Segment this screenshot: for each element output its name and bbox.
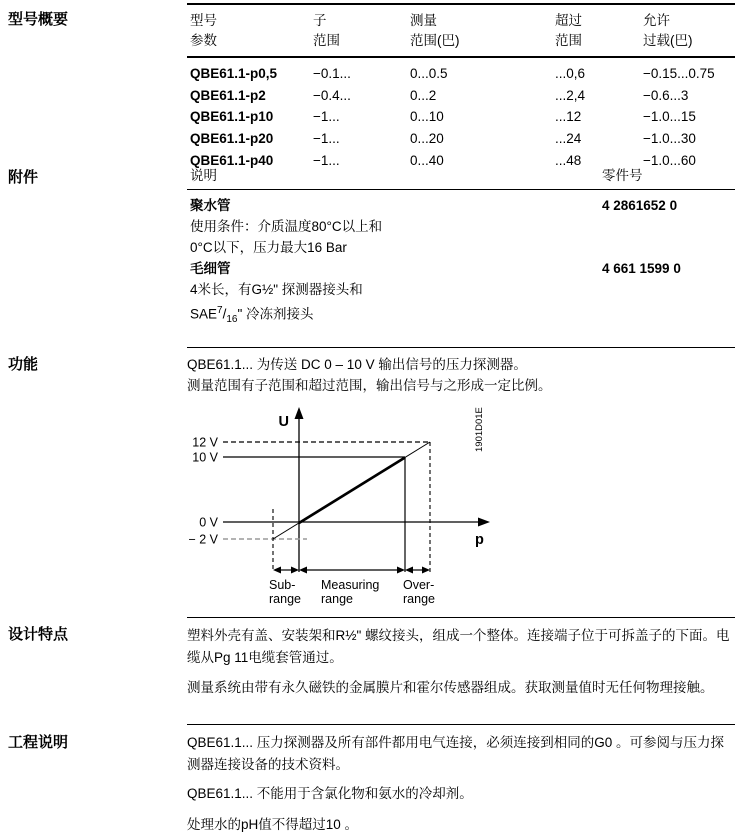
accessories-section	[187, 163, 735, 330]
over-range-label: range	[403, 592, 435, 606]
design-features-section	[187, 617, 735, 699]
table-row: QBE61.1-p10 −1... 0...10 ...12 −1.0...15	[190, 106, 735, 128]
model-overview-table	[187, 3, 735, 172]
accessory-desc-line: 4米长，有G½" 探测器接头和	[190, 279, 735, 300]
table-row: QBE61.1-p2 −0.4... 0...2 ...2,4 −0.6...3	[190, 85, 735, 107]
col-header-overload: 允许 过载(巴)	[643, 11, 738, 51]
section-label-design-features: 设计特点	[8, 623, 68, 644]
accessory-desc-line: $SAE^7/_{16}$" 冷冻剂接头	[190, 300, 735, 330]
section-label-engineering: 工程说明	[8, 731, 68, 752]
col-header-model: 型号 参数	[190, 11, 313, 51]
function-section	[187, 347, 735, 613]
signal-line-measuring	[299, 458, 405, 524]
function-text-line: QBE61.1... 为传送 DC 0 – 10 V 输出信号的压力探测器。	[187, 354, 735, 375]
tick-12v: 12 V	[192, 436, 218, 450]
table-row: QBE61.1-p0,5 −0.1... 0...0.5 ...0,6 −0.15...0.75	[190, 63, 735, 85]
signal-pressure-diagram	[185, 405, 505, 613]
engineering-paragraph: 处理水的pH值不得超过10 。	[187, 814, 735, 835]
arrow-right-icon	[422, 567, 430, 574]
table-row: QBE61.1-p20 −1... 0...20 ...24 −1.0...30	[190, 128, 735, 150]
engineering-paragraph: QBE61.1... 压力探测器及所有部件都用电气连接，必须连接到相同的G0 。可参阅与压力探测器连接设备的技术资料。	[187, 732, 735, 775]
tick-10v: 10 V	[192, 451, 218, 465]
accessory-desc-line: 0°C以下，压力最大16 Bar	[190, 237, 735, 258]
design-paragraph: 测量系统由带有永久磁铁的金属膜片和霍尔传感器组成。获取测量值时无任何物理接触。	[187, 677, 735, 699]
function-text-line: 测量范围有子范围和超过范围，输出信号与之形成一定比例。	[187, 375, 735, 396]
accessories-list	[187, 190, 735, 330]
engineering-paragraph: QBE61.1... 不能用于含氯化物和氨水的冷却剂。	[187, 783, 735, 805]
tick-0v: 0 V	[199, 516, 218, 530]
col-header-over-range: 超过 范围	[555, 11, 643, 51]
accessory-item	[190, 258, 735, 330]
table-row: QBE61.1-p40 −1... 0...40 ...48 −1.0...60	[190, 150, 735, 172]
accessory-name: 毛细管	[190, 258, 735, 279]
arrow-right-icon	[291, 567, 299, 574]
design-paragraph: 塑料外壳有盖、安装架和R½" 螺纹接头，组成一个整体。连接端子位于可拆盖子的下面。电缆从Pg 11电缆套管通过。	[187, 625, 735, 668]
accessory-part-number: 4 2861652 0	[602, 195, 677, 216]
arrow-left-icon	[405, 567, 413, 574]
table-header-row	[187, 5, 735, 58]
engineering-section	[187, 724, 735, 835]
sub-range-label: range	[269, 592, 301, 606]
accessory-name: 聚水管	[190, 195, 735, 216]
u-axis-arrow-icon	[295, 407, 304, 419]
over-range-label: Over-	[403, 578, 434, 592]
measuring-range-label: Measuring	[321, 578, 379, 592]
x-axis-label: p	[475, 532, 484, 548]
accessory-item	[190, 195, 735, 258]
accessory-part-number: 4 661 1599 0	[602, 258, 681, 279]
col-header-sub-range: 子 范围	[313, 11, 410, 51]
section-label-function: 功能	[8, 353, 38, 374]
col-header-description: 说明	[190, 168, 217, 183]
section-label-accessories: 附件	[8, 166, 38, 187]
sub-range-label: Sub-	[269, 578, 295, 592]
accessory-desc-line: 使用条件：介质温度80°C以上和	[190, 216, 735, 237]
accessories-header-row	[187, 163, 735, 190]
section-label-model-overview: 型号概要	[8, 8, 68, 29]
p-axis-arrow-icon	[478, 518, 490, 527]
arrow-left-icon	[273, 567, 281, 574]
arrow-right-icon	[397, 567, 405, 574]
y-axis-label: U	[279, 414, 289, 430]
measuring-range-label: range	[321, 592, 353, 606]
table-body	[187, 58, 735, 172]
tick-minus2v: − 2 V	[188, 533, 218, 547]
figure-reference: 1901D01E	[474, 407, 485, 452]
col-header-part-number: 零件号	[602, 166, 643, 185]
col-header-measuring-range: 测量 范围(巴)	[410, 11, 555, 51]
arrow-left-icon	[299, 567, 307, 574]
